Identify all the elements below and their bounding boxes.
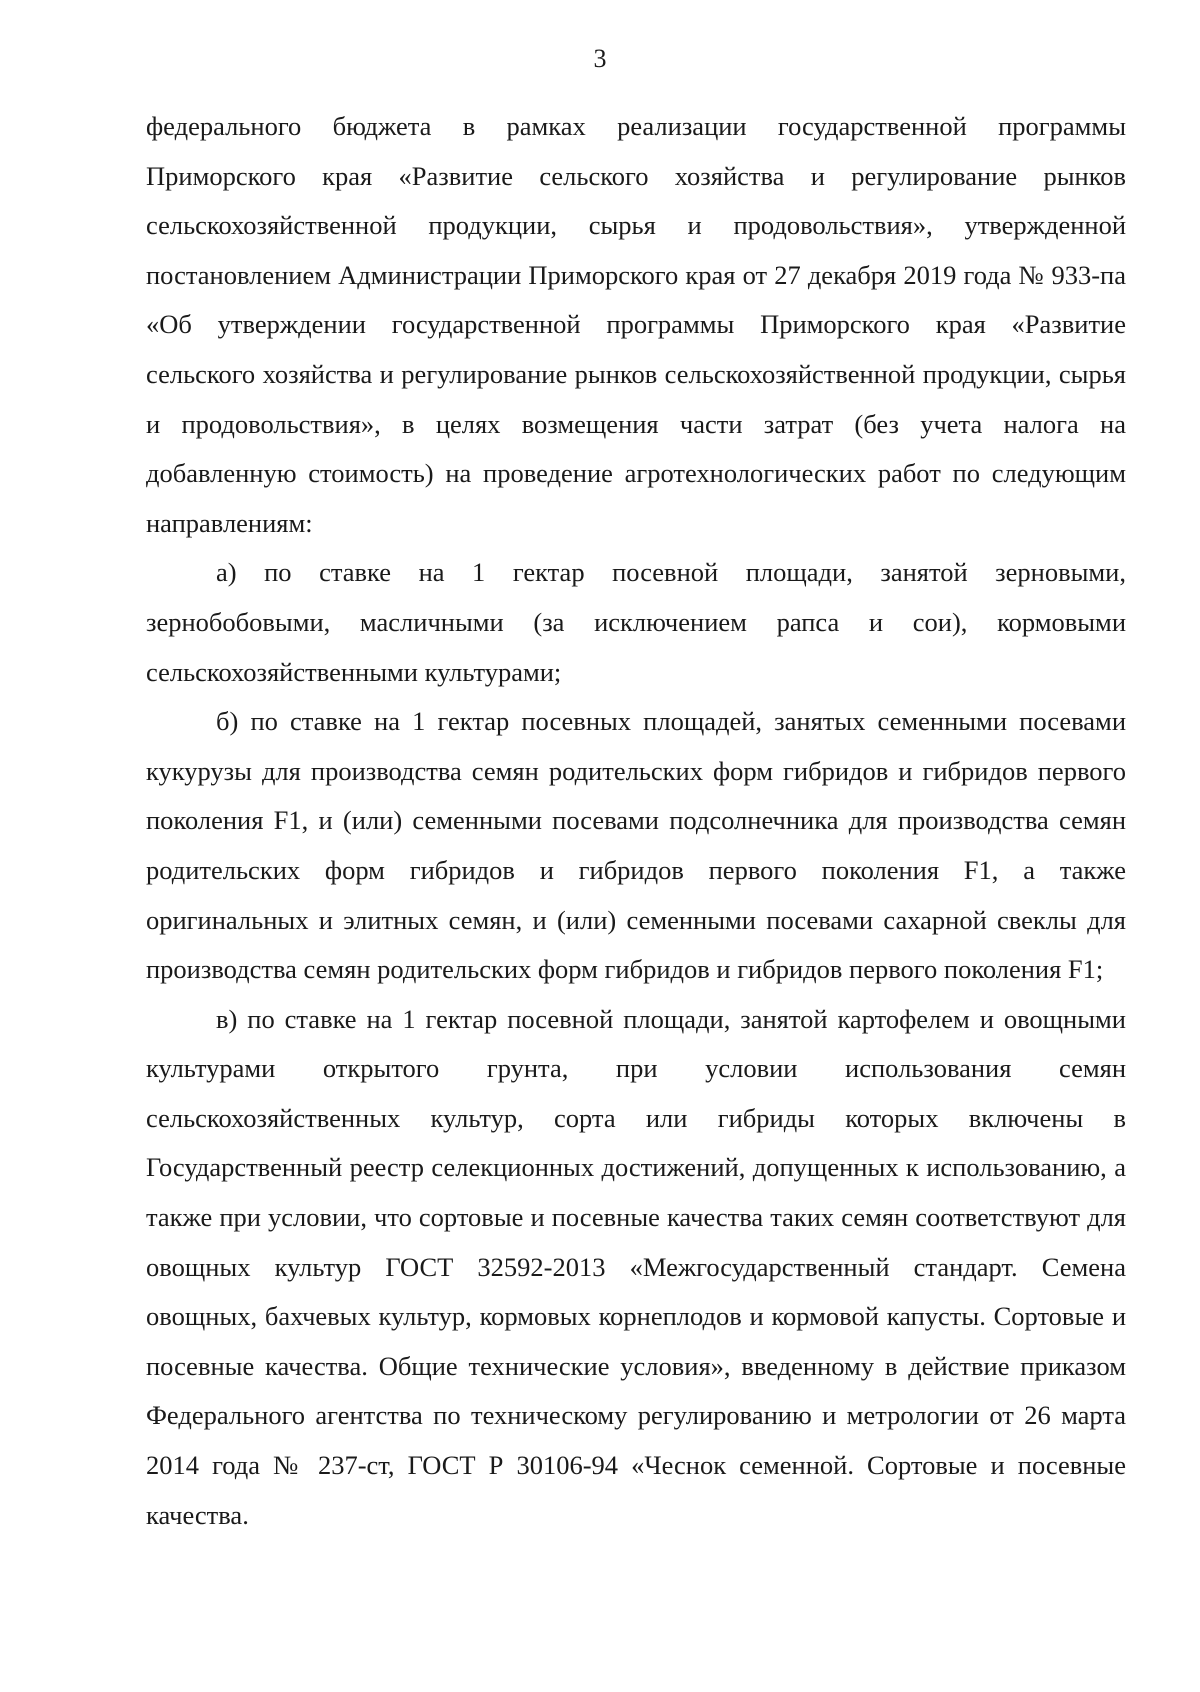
page-number: 3 — [593, 44, 607, 73]
paragraph-item-b: б) по ставке на 1 гектар посевных площадей, занятых семенными посевами кукурузы для производства семян родительских форм гибридов и гибридов первого поколения F1, и (или) семенными посевами подсолнечника для производства семян родительских форм гибридов и гибридов первого поколения F1, а также оригинальных и элитных семян, и (или) семенными посевами сахарной свеклы для производства семян родительских форм гибридов и гибридов первого поколения F1; — [146, 706, 1126, 985]
paragraph-item-a: а) по ставке на 1 гектар посевной площади, занятой зерновыми, зернобобовыми, масличными (за исключением рапса и сои), кормовыми сельскохозяйственными культурами; — [146, 557, 1126, 687]
paragraph-item-c: в) по ставке на 1 гектар посевной площади, занятой картофелем и овощными культурами открытого грунта, при условии использования семян сельскохозяйственных культур, сорта или гибриды которых включены в Государственный реестр селекционных достижений, допущенных к использованию, а также при условии, что сортовые и посевные качества таких семян соответствуют для овощных культур ГОСТ 32592-2013 «Межгосударственный стандарт. Семена овощных, бахчевых культур, кормовых корнеплодов и кормовой капусты. Сортовые и посевные качества. Общие технические условия», введенному в действие приказом Федерального агентства по техническому регулированию и метрологии от 26 марта 2014 года № 237-ст, ГОСТ Р 30106-94 «Чеснок семенной. Сортовые и посевные качества. — [146, 1003, 1126, 1530]
document-body — [146, 102, 1126, 1540]
paragraph-intro: федерального бюджета в рамках реализации государственной программы Приморского края «Развитие сельского хозяйства и регулирование рынков сельскохозяйственной продукции, сырья и продовольствия», утвержденной постановлением Администрации Приморского края от 27 декабря 2019 года № 933-па «Об утверждении государственной программы Приморского края «Развитие сельского хозяйства и регулирование рынков сельскохозяйственной продукции, сырья и продовольствия», в целях возмещения части затрат (без учета налога на добавленную стоимость) на проведение агротехнологических работ по следующим направлениям: — [146, 111, 1126, 538]
